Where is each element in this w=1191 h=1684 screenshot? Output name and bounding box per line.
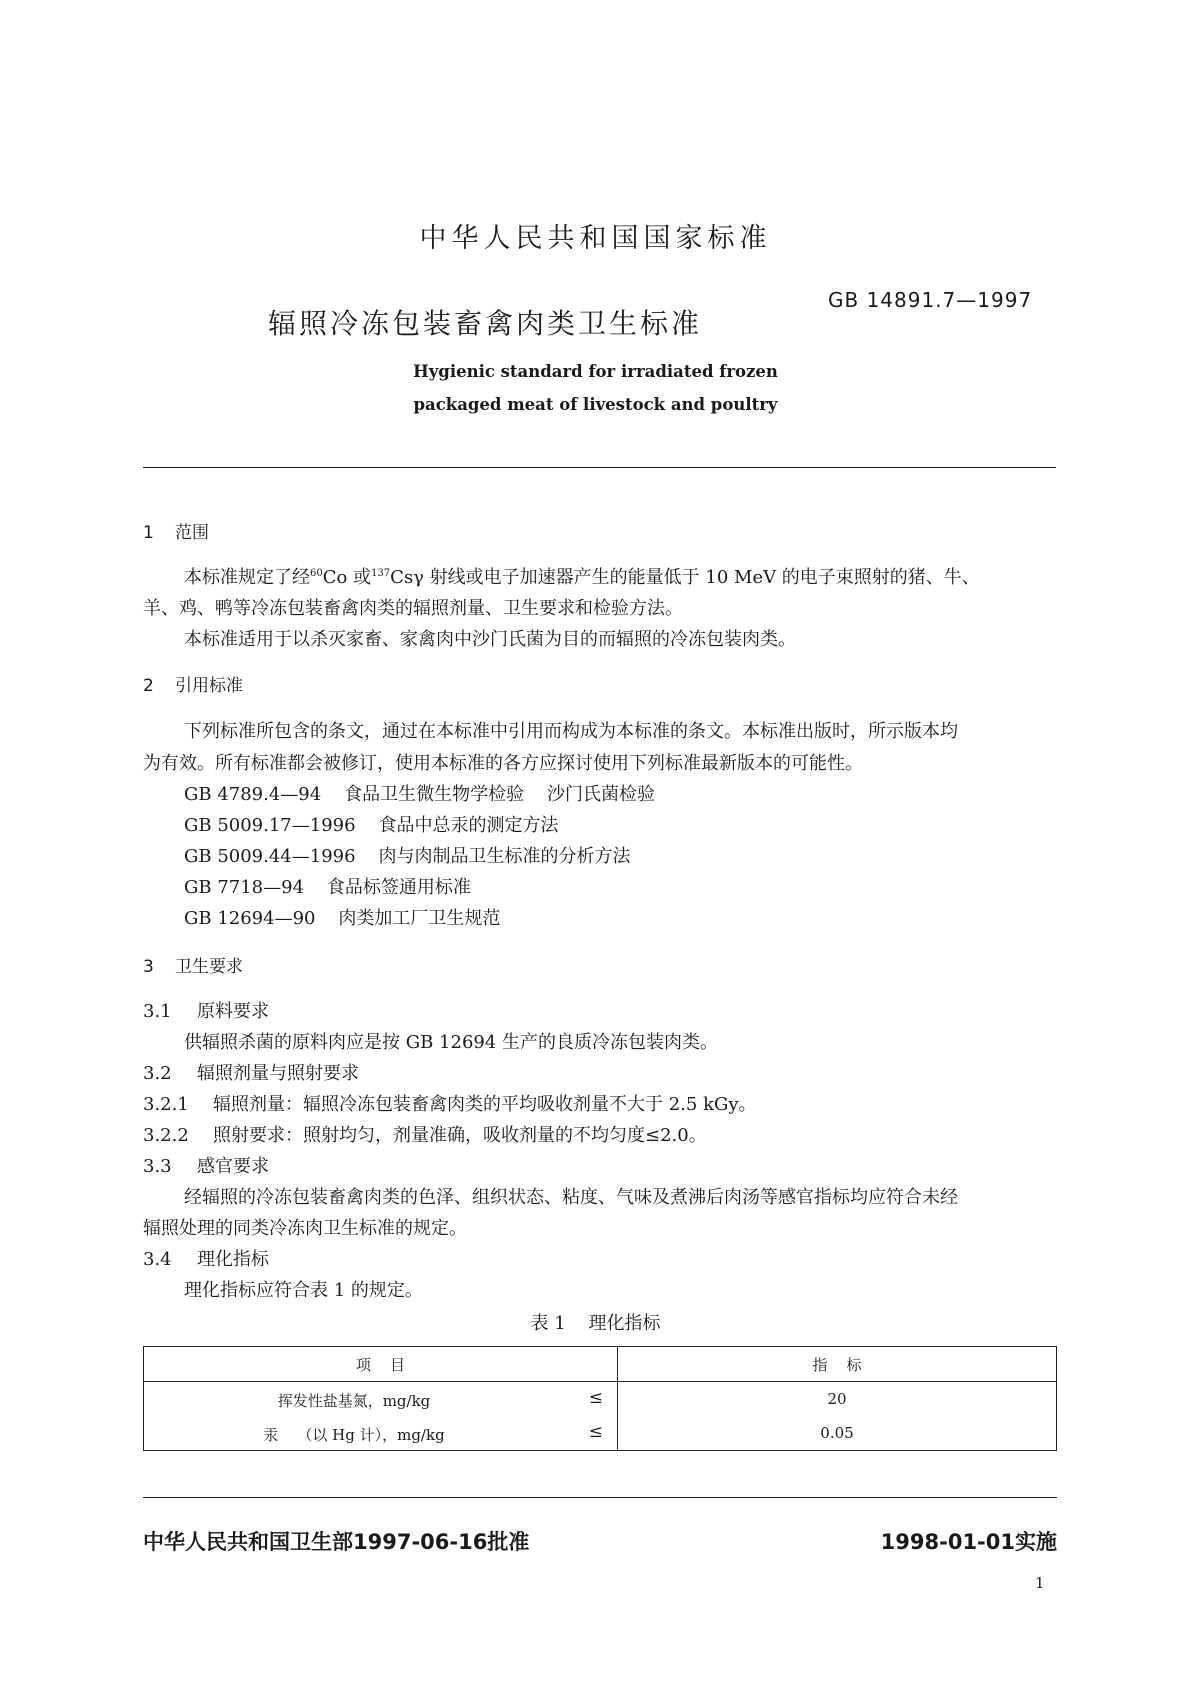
document-title-en-line1: Hygienic standard for irradiated frozen bbox=[413, 362, 778, 381]
column-header-value bbox=[618, 1347, 1057, 1382]
reference-item: GB 12694—90 肉类加工厂卫生规范 bbox=[184, 908, 501, 929]
item-name: 汞 （以 Hg 计），mg/kg bbox=[263, 1426, 445, 1444]
header-text: 项 目 bbox=[355, 1355, 406, 1374]
section-1-paragraph-1-line1 bbox=[184, 563, 980, 589]
subsection-3-2 bbox=[143, 1059, 359, 1085]
section-1-paragraph-1-line2: 羊、鸡、鸭等冷冻包装畜禽肉类的辐照剂量、卫生要求和检验方法。 bbox=[143, 598, 683, 619]
section-title: 范围 bbox=[175, 523, 209, 543]
subsection-number: 3.2.1 bbox=[143, 1094, 189, 1115]
subsection-number: 3.2.2 bbox=[143, 1125, 189, 1146]
subsection-3-3-line2: 辐照处理的同类冷冻肉卫生标准的规定。 bbox=[143, 1218, 467, 1239]
text-segment: Co 或 bbox=[322, 567, 372, 588]
table-caption: 表 1 理化指标 bbox=[530, 1313, 661, 1334]
column-header-item bbox=[144, 1347, 618, 1382]
subsection-title: 辐照剂量与照射要求 bbox=[197, 1063, 359, 1084]
subsection-number: 3.2 bbox=[143, 1063, 172, 1084]
reference-item: GB 5009.44—1996 肉与肉制品卫生标准的分析方法 bbox=[184, 846, 631, 867]
footer-divider bbox=[143, 1497, 1057, 1498]
subsection-3-4 bbox=[143, 1245, 269, 1271]
section-2-paragraph-line2: 为有效。所有标准都会被修订，使用本标准的各方应探讨使用下列标准最新版本的可能性。 bbox=[143, 753, 863, 774]
document-title-en-line2: packaged meat of livestock and poultry bbox=[413, 395, 778, 414]
subsection-title: 理化指标 bbox=[197, 1249, 269, 1270]
section-number: 1 bbox=[143, 523, 154, 543]
section-title: 卫生要求 bbox=[175, 957, 243, 977]
header-text: 指 标 bbox=[812, 1355, 862, 1374]
header-divider bbox=[143, 467, 1056, 468]
item-name: 挥发性盐基氮，mg/kg bbox=[277, 1392, 431, 1410]
subsection-3-2-1 bbox=[143, 1090, 757, 1116]
subsection-3-3 bbox=[143, 1152, 269, 1178]
leq-symbol: ≤ bbox=[588, 1422, 603, 1442]
section-title: 引用标准 bbox=[175, 676, 243, 696]
physicochemical-table bbox=[143, 1346, 1057, 1451]
section-number: 2 bbox=[143, 676, 154, 696]
subsection-number: 3.1 bbox=[143, 1001, 172, 1022]
subsection-3-1-text: 供辐照杀菌的原料肉应是按 GB 12694 生产的良质冷冻包装肉类。 bbox=[184, 1032, 719, 1053]
item-cell bbox=[144, 1416, 618, 1451]
subsection-3-1 bbox=[143, 997, 269, 1023]
standard-number: GB 14891.7—1997 bbox=[828, 288, 1033, 312]
text-segment: 本标准规定了经 bbox=[184, 567, 310, 588]
top-heading: 中华人民共和国国家标准 bbox=[419, 223, 772, 254]
implementation-date: 1998-01-01实施 bbox=[880, 1530, 1057, 1554]
section-number: 3 bbox=[143, 957, 154, 977]
document-title-cn: 辐照冷冻包装畜禽肉类卫生标准 bbox=[268, 307, 703, 340]
subsection-number: 3.3 bbox=[143, 1156, 172, 1177]
subsection-text: 照射要求：照射均匀，剂量准确，吸收剂量的不均匀度≤2.0。 bbox=[213, 1125, 707, 1146]
isotope-superscript: 60 bbox=[310, 568, 323, 579]
page-number: 1 bbox=[1035, 1574, 1045, 1592]
value-cell: 20 bbox=[618, 1382, 1057, 1417]
reference-item: GB 5009.17—1996 食品中总汞的测定方法 bbox=[184, 815, 559, 836]
subsection-title: 感官要求 bbox=[197, 1156, 269, 1177]
table-row bbox=[144, 1382, 1057, 1417]
section-3-heading bbox=[143, 952, 243, 977]
text-segment: Csγ 射线或电子加速器产生的能量低于 10 MeV 的电子束照射的猪、牛、 bbox=[390, 567, 980, 588]
isotope-superscript: 137 bbox=[371, 568, 391, 579]
subsection-3-2-2 bbox=[143, 1121, 707, 1147]
section-1-heading bbox=[143, 518, 209, 543]
table-row bbox=[144, 1416, 1057, 1451]
subsection-text: 辐照剂量：辐照冷冻包装畜禽肉类的平均吸收剂量不大于 2.5 kGy。 bbox=[213, 1094, 757, 1115]
subsection-number: 3.4 bbox=[143, 1249, 172, 1270]
reference-item: GB 7718—94 食品标签通用标准 bbox=[184, 877, 471, 898]
item-cell bbox=[144, 1382, 618, 1417]
approval-line: 中华人民共和国卫生部1997-06-16批准 bbox=[143, 1530, 530, 1554]
reference-item: GB 4789.4—94 食品卫生微生物学检验 沙门氏菌检验 bbox=[184, 784, 655, 805]
leq-symbol: ≤ bbox=[588, 1388, 603, 1408]
subsection-3-3-line1: 经辐照的冷冻包装畜禽肉类的色泽、组织状态、粘度、气味及煮沸后肉汤等感官指标均应符合未经 bbox=[184, 1187, 958, 1208]
table-header-row bbox=[144, 1347, 1057, 1382]
section-1-paragraph-2: 本标准适用于以杀灭家畜、家禽肉中沙门氏菌为目的而辐照的冷冻包装肉类。 bbox=[184, 629, 796, 650]
section-2-heading bbox=[143, 671, 243, 696]
section-2-paragraph-line1: 下列标准所包含的条文，通过在本标准中引用而构成为本标准的条文。本标准出版时，所示版本均 bbox=[184, 721, 958, 742]
subsection-3-4-text: 理化指标应符合表 1 的规定。 bbox=[184, 1280, 423, 1301]
subsection-title: 原料要求 bbox=[197, 1001, 269, 1022]
value-cell: 0.05 bbox=[618, 1416, 1057, 1451]
